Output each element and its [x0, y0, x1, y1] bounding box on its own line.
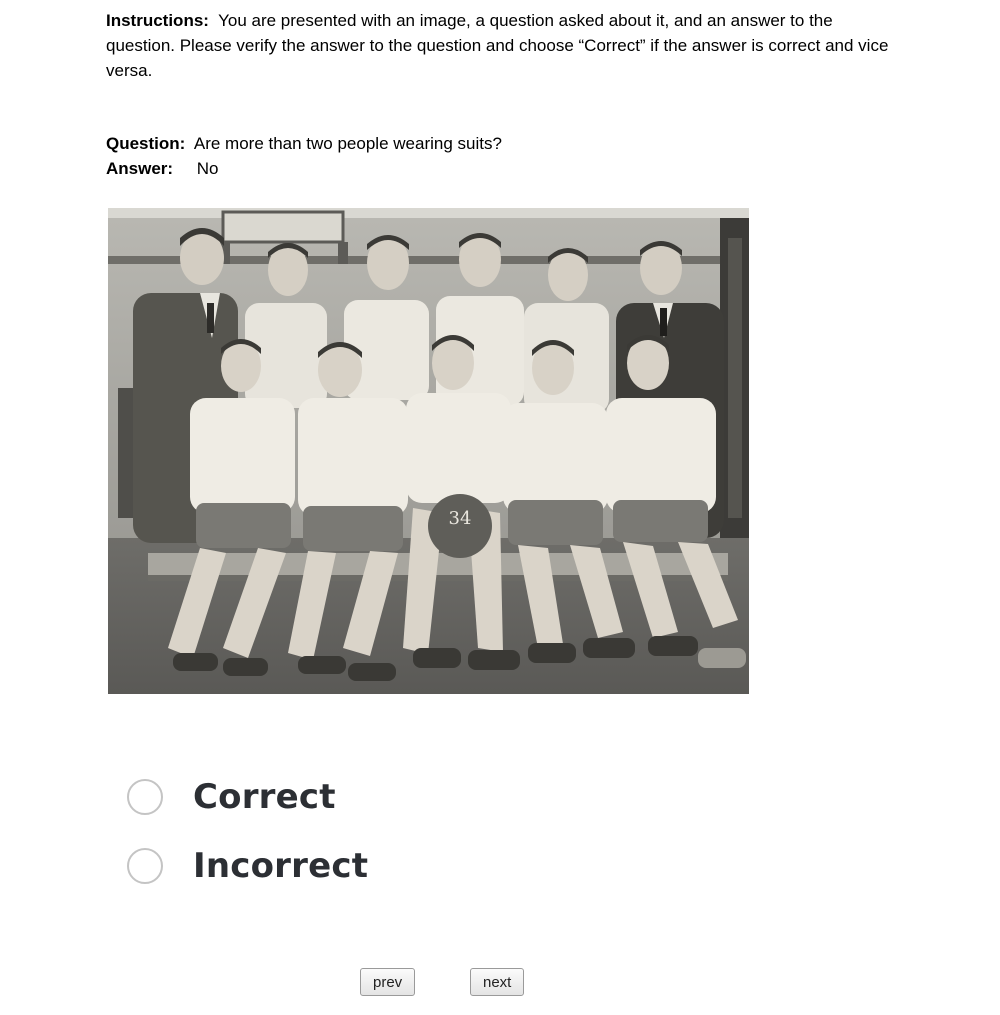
- choice-incorrect[interactable]: [127, 846, 368, 886]
- incorrect-radio[interactable]: [127, 848, 163, 884]
- instructions-label: Instructions:: [106, 11, 209, 30]
- ball-number: 34: [448, 508, 472, 529]
- team-photo-illustration: [108, 208, 749, 694]
- team-photo: [108, 208, 749, 694]
- instructions: [106, 8, 896, 83]
- answer-row: [106, 156, 502, 181]
- question-label: Question:: [106, 134, 186, 153]
- question-row: [106, 131, 502, 156]
- answer-label: Answer:: [106, 159, 174, 178]
- incorrect-label[interactable]: Incorrect: [193, 846, 369, 886]
- question-text: Are more than two people wearing suits?: [193, 134, 502, 153]
- correct-label[interactable]: Correct: [193, 777, 336, 817]
- next-button[interactable]: next: [470, 968, 524, 996]
- choice-correct[interactable]: [127, 777, 336, 817]
- instructions-text: You are presented with an image, a question asked about it, and an answer to the question. Please verify the answer to the question and choose “Correct” if the answer is correct and vice versa.: [106, 11, 889, 80]
- prev-button[interactable]: prev: [360, 968, 415, 996]
- question-answer-block: [106, 131, 502, 181]
- correct-radio[interactable]: [127, 779, 163, 815]
- answer-text: No: [196, 159, 219, 178]
